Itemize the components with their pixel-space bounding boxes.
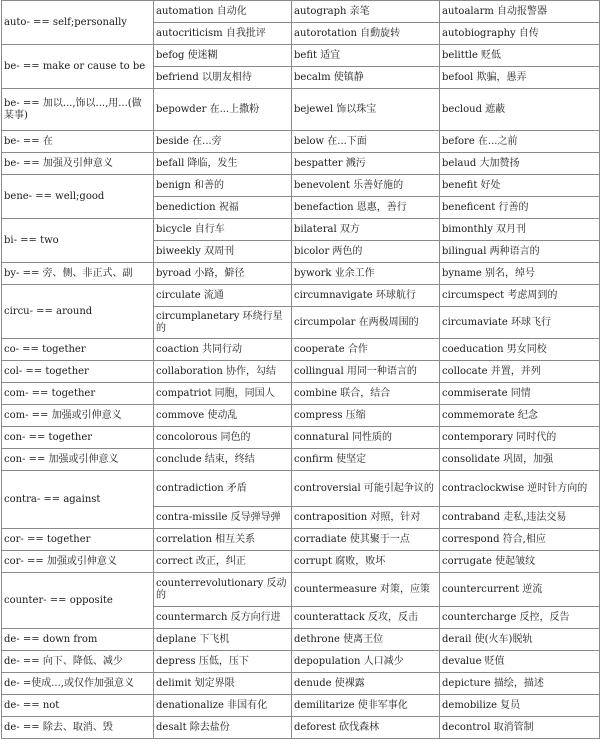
word-cell: coeducation 男女同校: [440, 339, 600, 361]
word-cell: compatriot 同胞，同国人: [154, 383, 292, 405]
table-row: [2, 339, 600, 361]
word-cell: demilitarize 使非军事化: [292, 695, 440, 717]
word-cell: desalt 除去盐份: [154, 717, 292, 739]
prefix-cell: de- == down from: [2, 629, 154, 651]
word-cell: depopulation 人口减少: [292, 651, 440, 673]
word-cell: belaud 大加赞扬: [440, 153, 600, 175]
word-cell: denude 使裸露: [292, 673, 440, 695]
word-cell: circumspect 考虑周到的: [440, 285, 600, 307]
word-cell: benefit 好处: [440, 175, 600, 197]
word-cell: autoalarm 自动报警器: [440, 1, 600, 23]
word-cell: coaction 共同行动: [154, 339, 292, 361]
word-cell: bepowder 在...上撒粉: [154, 89, 292, 131]
word-cell: circulate 流通: [154, 285, 292, 307]
word-cell: biweekly 双周刊: [154, 241, 292, 263]
word-cell: conclude 结束，终结: [154, 449, 292, 471]
word-cell: dethrone 使离王位: [292, 629, 440, 651]
table-row: [2, 131, 600, 153]
word-cell: correspond 符合,相应: [440, 529, 600, 551]
prefix-cell: cor- == 加强或引伸意义: [2, 551, 154, 573]
word-cell: corrugate 使起皱纹: [440, 551, 600, 573]
prefix-cell: circu- == around: [2, 285, 154, 339]
table-row: [2, 361, 600, 383]
prefix-cell: col- == together: [2, 361, 154, 383]
word-cell: confirm 使坚定: [292, 449, 440, 471]
word-cell: collocate 并置，并列: [440, 361, 600, 383]
prefix-cell: de- == 向下、降低、减少: [2, 651, 154, 673]
word-cell: bespatter 溅污: [292, 153, 440, 175]
word-cell: circumnavigate 环球航行: [292, 285, 440, 307]
table-row: [2, 629, 600, 651]
word-cell: depress 压低，压下: [154, 651, 292, 673]
word-cell: contraclockwise 逆时针方向的: [440, 471, 600, 507]
word-cell: automation 自动化: [154, 1, 292, 23]
word-cell: corradiate 使其聚于一点: [292, 529, 440, 551]
word-cell: contraband 走私,违法交易: [440, 507, 600, 529]
word-cell: befog 使迷糊: [154, 45, 292, 67]
table-row: [2, 1, 600, 23]
word-cell: circumaviate 环球飞行: [440, 307, 600, 339]
word-cell: connatural 同性质的: [292, 427, 440, 449]
prefix-cell: be- == 在: [2, 131, 154, 153]
table-row: [2, 175, 600, 197]
word-cell: bejewel 饰以珠宝: [292, 89, 440, 131]
word-cell: bywork 业余工作: [292, 263, 440, 285]
prefix-cell: con- == 加强或引伸意义: [2, 449, 154, 471]
word-cell: benediction 祝福: [154, 197, 292, 219]
prefix-cell: be- == 加以...,饰以...,用...(做某事): [2, 89, 154, 131]
table-row: [2, 153, 600, 175]
table-row: [2, 263, 600, 285]
prefix-cell: co- == together: [2, 339, 154, 361]
prefix-cell: con- == together: [2, 427, 154, 449]
word-cell: benevolent 乐善好施的: [292, 175, 440, 197]
prefix-cell: de- =使成...,或仅作加强意义: [2, 673, 154, 695]
word-cell: denationalize 非国有化: [154, 695, 292, 717]
prefix-cell: cor- == together: [2, 529, 154, 551]
word-cell: bilateral 双方: [292, 219, 440, 241]
word-cell: bicycle 自行车: [154, 219, 292, 241]
word-cell: becalm 使镇静: [292, 67, 440, 89]
word-cell: derail 使(火车)脱轨: [440, 629, 600, 651]
table-row: [2, 651, 600, 673]
table-row: [2, 471, 600, 507]
word-cell: counterattack 反攻，反击: [292, 607, 440, 629]
prefix-cell: com- == together: [2, 383, 154, 405]
table-row: [2, 717, 600, 739]
word-cell: befit 适宜: [292, 45, 440, 67]
table-row: [2, 673, 600, 695]
table-row: [2, 285, 600, 307]
table-row: [2, 383, 600, 405]
word-cell: benefaction 恩惠，善行: [292, 197, 440, 219]
word-cell: counterrevolutionary 反动的: [154, 573, 292, 607]
word-cell: befall 降临，发生: [154, 153, 292, 175]
word-cell: befriend 以朋友相待: [154, 67, 292, 89]
word-cell: countermeasure 对策，应策: [292, 573, 440, 607]
word-cell: contraposition 对照，针对: [292, 507, 440, 529]
word-cell: below 在...下面: [292, 131, 440, 153]
prefix-cell: de- == not: [2, 695, 154, 717]
word-cell: combine 联合，结合: [292, 383, 440, 405]
word-cell: collaboration 协作，勾结: [154, 361, 292, 383]
table-body: [2, 1, 600, 739]
word-cell: concolorous 同色的: [154, 427, 292, 449]
word-cell: countermarch 反方向行进: [154, 607, 292, 629]
word-cell: circumpolar 在两极周围的: [292, 307, 440, 339]
word-cell: autorotation 自動旋转: [292, 23, 440, 45]
word-cell: circumplanetary 环绕行星的: [154, 307, 292, 339]
word-cell: benign 和善的: [154, 175, 292, 197]
prefix-cell: bene- == well;good: [2, 175, 154, 219]
word-cell: byname 别名，绰号: [440, 263, 600, 285]
word-cell: befool 欺骗，愚弄: [440, 67, 600, 89]
prefix-cell: com- == 加强或引伸意义: [2, 405, 154, 427]
word-cell: consolidate 巩固，加强: [440, 449, 600, 471]
prefix-cell: contra- == against: [2, 471, 154, 529]
word-cell: becloud 遮蔽: [440, 89, 600, 131]
word-cell: depicture 描绘，描述: [440, 673, 600, 695]
table-row: [2, 45, 600, 67]
table-row: [2, 529, 600, 551]
word-cell: belittle 贬低: [440, 45, 600, 67]
word-cell: corrupt 腐败，败坏: [292, 551, 440, 573]
word-cell: decontrol 取消管制: [440, 717, 600, 739]
word-cell: bicolor 两色的: [292, 241, 440, 263]
prefix-cell: be- == 加强及引伸意义: [2, 153, 154, 175]
word-cell: autograph 亲笔: [292, 1, 440, 23]
table-row: [2, 405, 600, 427]
word-cell: byroad 小路，僻径: [154, 263, 292, 285]
word-cell: autobiography 自传: [440, 23, 600, 45]
word-cell: correlation 相互关系: [154, 529, 292, 551]
word-cell: controversial 可能引起争议的: [292, 471, 440, 507]
prefix-cell: de- == 除去、取消、毁: [2, 717, 154, 739]
word-cell: contradiction 矛盾: [154, 471, 292, 507]
word-cell: contemporary 同时代的: [440, 427, 600, 449]
word-cell: autocriticism 自我批评: [154, 23, 292, 45]
word-cell: collingual 用同一种语言的: [292, 361, 440, 383]
prefix-cell: bi- == two: [2, 219, 154, 263]
table-row: [2, 573, 600, 607]
word-cell: deplane 下飞机: [154, 629, 292, 651]
word-cell: delimit 划定界限: [154, 673, 292, 695]
word-cell: bilingual 两种语言的: [440, 241, 600, 263]
word-cell: countercharge 反控，反告: [440, 607, 600, 629]
table-row: [2, 219, 600, 241]
prefix-cell: be- == make or cause to be: [2, 45, 154, 89]
prefix-cell: counter- == opposite: [2, 573, 154, 629]
word-cell: correct 改正，纠正: [154, 551, 292, 573]
word-cell: deforest 砍伐森林: [292, 717, 440, 739]
word-cell: countercurrent 逆流: [440, 573, 600, 607]
word-cell: bimonthly 双月刊: [440, 219, 600, 241]
word-cell: commove 使动乱: [154, 405, 292, 427]
word-cell: beneficent 行善的: [440, 197, 600, 219]
word-cell: beside 在...旁: [154, 131, 292, 153]
word-cell: compress 压缩: [292, 405, 440, 427]
word-cell: contra-missile 反导弹导弹: [154, 507, 292, 529]
word-cell: commiserate 同情: [440, 383, 600, 405]
prefix-cell: auto- == self;personally: [2, 1, 154, 45]
table-row: [2, 449, 600, 471]
prefix-cell: by- == 旁、侧、非正式、副: [2, 263, 154, 285]
word-cell: demobilize 复员: [440, 695, 600, 717]
table-row: [2, 89, 600, 131]
table-row: [2, 427, 600, 449]
table-row: [2, 551, 600, 573]
prefix-vocabulary-table: [1, 0, 600, 739]
word-cell: cooperate 合作: [292, 339, 440, 361]
word-cell: commemorate 纪念: [440, 405, 600, 427]
word-cell: before 在...之前: [440, 131, 600, 153]
table-row: [2, 695, 600, 717]
word-cell: devalue 贬值: [440, 651, 600, 673]
